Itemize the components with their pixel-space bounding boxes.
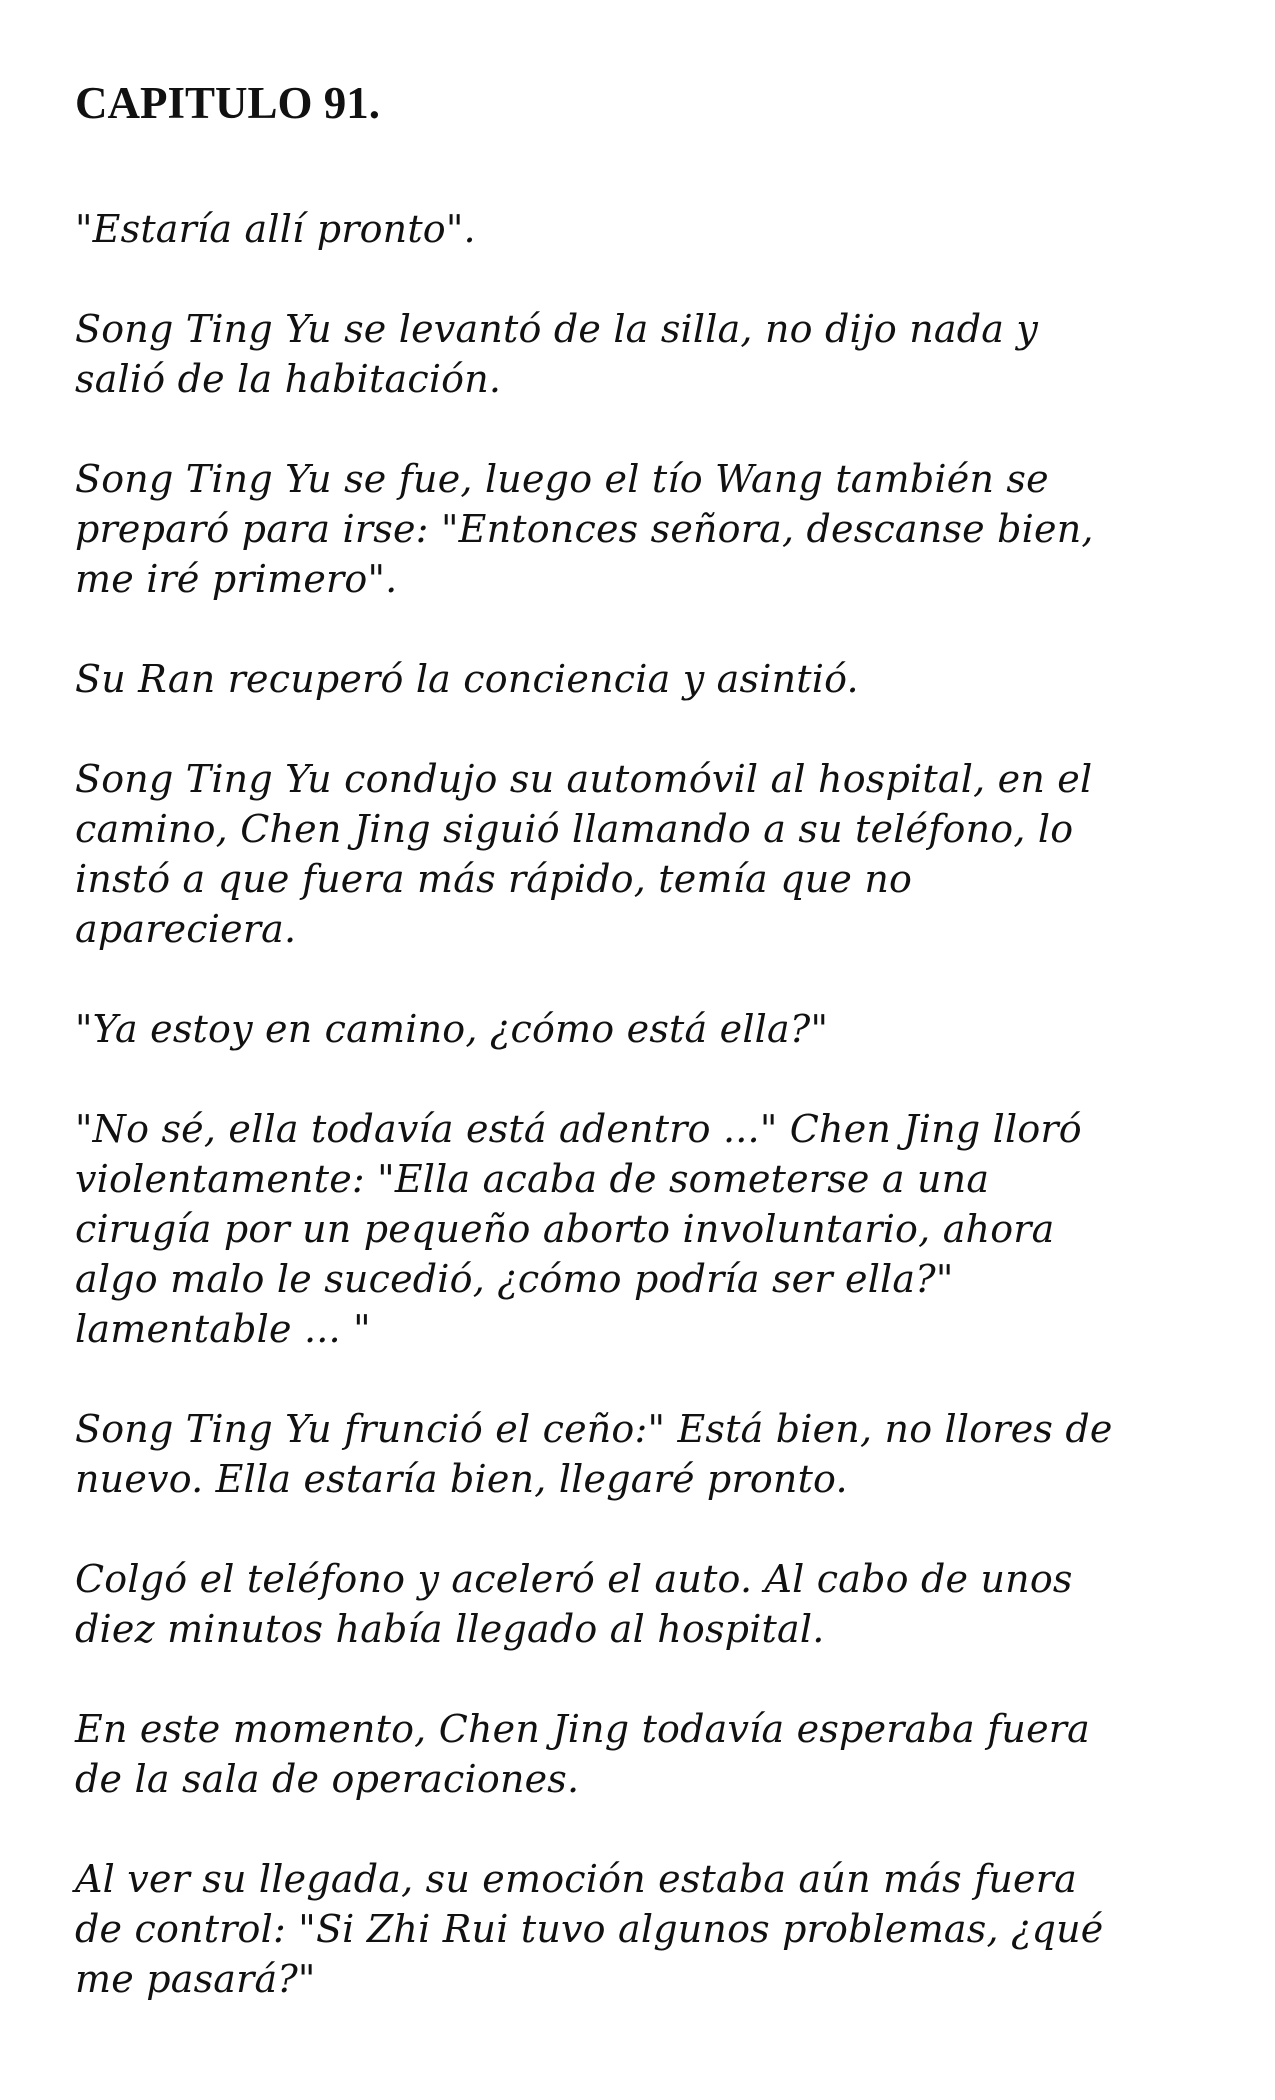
text-line: lamentable ... " xyxy=(75,1307,371,1351)
text-line: nuevo. Ella estaría bien, llegaré pronto. xyxy=(75,1457,848,1501)
text-line: de la sala de operaciones. xyxy=(75,1757,580,1801)
text-line: me pasará?" xyxy=(75,1957,316,2001)
text-line: "Estaría allí pronto". xyxy=(75,207,476,251)
text-line: diez minutos había llegado al hospital. xyxy=(75,1607,825,1651)
text-line: preparó para irse: "Entonces señora, descanse bien, xyxy=(75,507,1094,551)
paragraph xyxy=(75,1854,1215,2004)
chapter-body xyxy=(75,204,1215,2004)
text-line: Song Ting Yu frunció el ceño:" Está bien, no llores de xyxy=(75,1407,1113,1451)
paragraph xyxy=(75,754,1215,954)
paragraph xyxy=(75,1004,1215,1054)
text-line: Song Ting Yu se levantó de la silla, no dijo nada y xyxy=(75,307,1039,351)
paragraph xyxy=(75,1704,1215,1804)
chapter-title: CAPITULO 91. xyxy=(75,78,381,128)
text-line: algo malo le sucedió, ¿cómo podría ser ella?" xyxy=(75,1257,954,1301)
paragraph xyxy=(75,1404,1215,1504)
text-line: "Ya estoy en camino, ¿cómo está ella?" xyxy=(75,1007,829,1051)
text-line: Song Ting Yu condujo su automóvil al hospital, en el xyxy=(75,757,1093,801)
text-line: cirugía por un pequeño aborto involuntario, ahora xyxy=(75,1207,1055,1251)
text-line: apareciera. xyxy=(75,907,297,951)
paragraph xyxy=(75,454,1215,604)
text-line: Song Ting Yu se fue, luego el tío Wang también se xyxy=(75,457,1049,501)
paragraph xyxy=(75,1554,1215,1654)
text-line: En este momento, Chen Jing todavía esperaba fuera xyxy=(75,1707,1091,1751)
paragraph xyxy=(75,654,1215,704)
text-line: me iré primero". xyxy=(75,557,398,601)
text-line: salió de la habitación. xyxy=(75,357,502,401)
text-line: Al ver su llegada, su emoción estaba aún más fuera xyxy=(75,1857,1077,1901)
paragraph xyxy=(75,304,1215,404)
text-line: "No sé, ella todavía está adentro ..." Chen Jing lloró xyxy=(75,1107,1082,1151)
text-line: Colgó el teléfono y aceleró el auto. Al cabo de unos xyxy=(75,1557,1073,1601)
paragraph xyxy=(75,1104,1215,1354)
text-line: instó a que fuera más rápido, temía que no xyxy=(75,857,913,901)
text-line: Su Ran recuperó la conciencia y asintió. xyxy=(75,657,859,701)
text-line: de control: "Si Zhi Rui tuvo algunos problemas, ¿qué xyxy=(75,1907,1104,1951)
text-line: camino, Chen Jing siguió llamando a su teléfono, lo xyxy=(75,807,1074,851)
text-line: violentamente: "Ella acaba de someterse a una xyxy=(75,1157,990,1201)
paragraph xyxy=(75,204,1215,254)
